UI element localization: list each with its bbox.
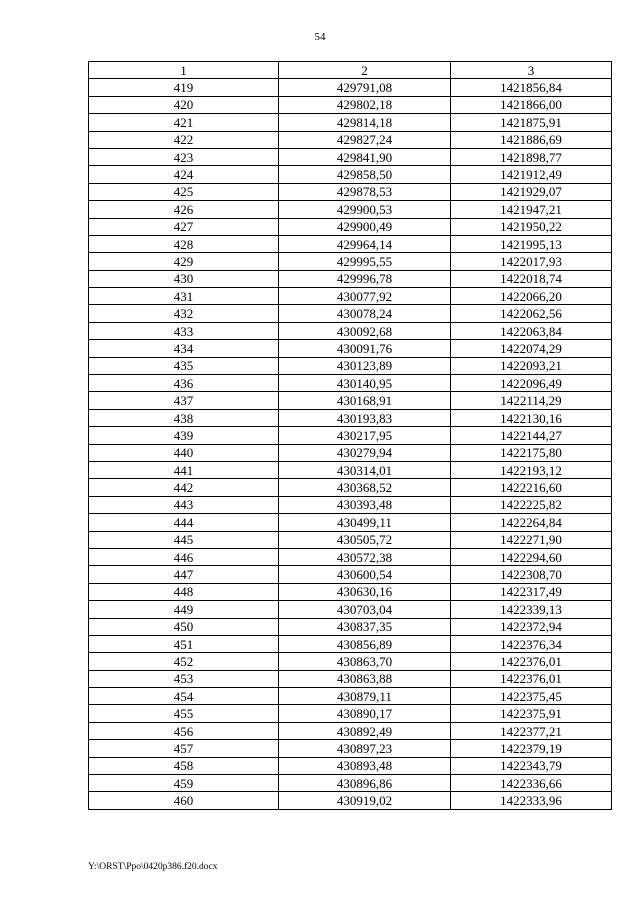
x-coordinate-cell: 430890,17 — [279, 705, 451, 722]
x-coordinate-cell: 430217,95 — [279, 427, 451, 444]
y-coordinate-cell: 1422130,16 — [451, 409, 612, 426]
y-coordinate-cell: 1422264,84 — [451, 514, 612, 531]
table-row — [89, 792, 612, 809]
table-row — [89, 79, 612, 96]
point-number-cell: 433 — [89, 322, 279, 339]
x-coordinate-cell: 430393,48 — [279, 496, 451, 513]
point-number-cell: 426 — [89, 201, 279, 218]
table-row — [89, 583, 612, 600]
column-header: 3 — [451, 62, 612, 79]
point-number-cell: 435 — [89, 357, 279, 374]
x-coordinate-cell: 430630,16 — [279, 583, 451, 600]
table-row — [89, 409, 612, 426]
point-number-cell: 438 — [89, 409, 279, 426]
point-number-cell: 448 — [89, 583, 279, 600]
table-row — [89, 548, 612, 565]
point-number-cell: 459 — [89, 775, 279, 792]
y-coordinate-cell: 1422375,91 — [451, 705, 612, 722]
x-coordinate-cell: 429995,55 — [279, 253, 451, 270]
table-row — [89, 322, 612, 339]
table-row — [89, 740, 612, 757]
y-coordinate-cell: 1422376,01 — [451, 670, 612, 687]
table-body — [89, 79, 612, 809]
y-coordinate-cell: 1422175,80 — [451, 444, 612, 461]
table-row — [89, 461, 612, 478]
y-coordinate-cell: 1422193,12 — [451, 461, 612, 478]
x-coordinate-cell: 429900,49 — [279, 218, 451, 235]
table-row — [89, 166, 612, 183]
x-coordinate-cell: 429900,53 — [279, 201, 451, 218]
table-header — [89, 62, 612, 79]
point-number-cell: 450 — [89, 618, 279, 635]
point-number-cell: 442 — [89, 479, 279, 496]
column-header: 1 — [89, 62, 279, 79]
y-coordinate-cell: 1422372,94 — [451, 618, 612, 635]
x-coordinate-cell: 430091,76 — [279, 340, 451, 357]
table-row — [89, 705, 612, 722]
point-number-cell: 425 — [89, 183, 279, 200]
x-coordinate-cell: 430140,95 — [279, 375, 451, 392]
table-row — [89, 305, 612, 322]
table-row — [89, 757, 612, 774]
point-number-cell: 457 — [89, 740, 279, 757]
header-row — [89, 62, 612, 79]
y-coordinate-cell: 1422343,79 — [451, 757, 612, 774]
coordinates-table — [88, 61, 612, 810]
y-coordinate-cell: 1422336,66 — [451, 775, 612, 792]
x-coordinate-cell: 430279,94 — [279, 444, 451, 461]
point-number-cell: 455 — [89, 705, 279, 722]
point-number-cell: 443 — [89, 496, 279, 513]
x-coordinate-cell: 430863,88 — [279, 670, 451, 687]
table-row — [89, 653, 612, 670]
table-row — [89, 96, 612, 113]
x-coordinate-cell: 430193,83 — [279, 409, 451, 426]
point-number-cell: 432 — [89, 305, 279, 322]
point-number-cell: 430 — [89, 270, 279, 287]
point-number-cell: 428 — [89, 235, 279, 252]
y-coordinate-cell: 1421898,77 — [451, 148, 612, 165]
point-number-cell: 458 — [89, 757, 279, 774]
y-coordinate-cell: 1421912,49 — [451, 166, 612, 183]
table-row — [89, 479, 612, 496]
point-number-cell: 445 — [89, 531, 279, 548]
table-row — [89, 235, 612, 252]
table-row — [89, 114, 612, 131]
y-coordinate-cell: 1421856,84 — [451, 79, 612, 96]
table-row — [89, 148, 612, 165]
y-coordinate-cell: 1422375,45 — [451, 688, 612, 705]
table-row — [89, 531, 612, 548]
x-coordinate-cell: 430863,70 — [279, 653, 451, 670]
table-row — [89, 201, 612, 218]
table-row — [89, 131, 612, 148]
point-number-cell: 424 — [89, 166, 279, 183]
table-row — [89, 514, 612, 531]
table-row — [89, 601, 612, 618]
point-number-cell: 431 — [89, 288, 279, 305]
x-coordinate-cell: 430892,49 — [279, 722, 451, 739]
y-coordinate-cell: 1422017,93 — [451, 253, 612, 270]
x-coordinate-cell: 430168,91 — [279, 392, 451, 409]
y-coordinate-cell: 1422317,49 — [451, 583, 612, 600]
table-row — [89, 775, 612, 792]
x-coordinate-cell: 429802,18 — [279, 96, 451, 113]
table-row — [89, 375, 612, 392]
table-row — [89, 635, 612, 652]
point-number-cell: 444 — [89, 514, 279, 531]
table-row — [89, 183, 612, 200]
y-coordinate-cell: 1421947,21 — [451, 201, 612, 218]
y-coordinate-cell: 1422294,60 — [451, 548, 612, 565]
y-coordinate-cell: 1422093,21 — [451, 357, 612, 374]
x-coordinate-cell: 430505,72 — [279, 531, 451, 548]
table-row — [89, 253, 612, 270]
point-number-cell: 437 — [89, 392, 279, 409]
y-coordinate-cell: 1422096,49 — [451, 375, 612, 392]
y-coordinate-cell: 1421866,00 — [451, 96, 612, 113]
point-number-cell: 453 — [89, 670, 279, 687]
y-coordinate-cell: 1422376,34 — [451, 635, 612, 652]
x-coordinate-cell: 430600,54 — [279, 566, 451, 583]
y-coordinate-cell: 1421929,07 — [451, 183, 612, 200]
y-coordinate-cell: 1422018,74 — [451, 270, 612, 287]
point-number-cell: 436 — [89, 375, 279, 392]
point-number-cell: 422 — [89, 131, 279, 148]
x-coordinate-cell: 430123,89 — [279, 357, 451, 374]
point-number-cell: 454 — [89, 688, 279, 705]
point-number-cell: 429 — [89, 253, 279, 270]
point-number-cell: 460 — [89, 792, 279, 809]
x-coordinate-cell: 429841,90 — [279, 148, 451, 165]
x-coordinate-cell: 429878,53 — [279, 183, 451, 200]
y-coordinate-cell: 1422114,29 — [451, 392, 612, 409]
x-coordinate-cell: 429996,78 — [279, 270, 451, 287]
point-number-cell: 434 — [89, 340, 279, 357]
point-number-cell: 421 — [89, 114, 279, 131]
point-number-cell: 423 — [89, 148, 279, 165]
table-row — [89, 288, 612, 305]
y-coordinate-cell: 1421886,69 — [451, 131, 612, 148]
point-number-cell: 452 — [89, 653, 279, 670]
point-number-cell: 439 — [89, 427, 279, 444]
table-row — [89, 566, 612, 583]
y-coordinate-cell: 1422379,19 — [451, 740, 612, 757]
x-coordinate-cell: 430572,38 — [279, 548, 451, 565]
table-row — [89, 722, 612, 739]
y-coordinate-cell: 1422376,01 — [451, 653, 612, 670]
point-number-cell: 449 — [89, 601, 279, 618]
point-number-cell: 420 — [89, 96, 279, 113]
point-number-cell: 456 — [89, 722, 279, 739]
column-header: 2 — [279, 62, 451, 79]
table-row — [89, 618, 612, 635]
x-coordinate-cell: 429827,24 — [279, 131, 451, 148]
table-row — [89, 218, 612, 235]
point-number-cell: 440 — [89, 444, 279, 461]
y-coordinate-cell: 1422216,60 — [451, 479, 612, 496]
x-coordinate-cell: 430077,92 — [279, 288, 451, 305]
x-coordinate-cell: 430078,24 — [279, 305, 451, 322]
y-coordinate-cell: 1422225,82 — [451, 496, 612, 513]
y-coordinate-cell: 1422333,96 — [451, 792, 612, 809]
point-number-cell: 451 — [89, 635, 279, 652]
x-coordinate-cell: 430893,48 — [279, 757, 451, 774]
x-coordinate-cell: 430703,04 — [279, 601, 451, 618]
x-coordinate-cell: 430499,11 — [279, 514, 451, 531]
y-coordinate-cell: 1422074,29 — [451, 340, 612, 357]
y-coordinate-cell: 1422377,21 — [451, 722, 612, 739]
x-coordinate-cell: 430897,23 — [279, 740, 451, 757]
table-row — [89, 670, 612, 687]
table-row — [89, 427, 612, 444]
x-coordinate-cell: 430919,02 — [279, 792, 451, 809]
y-coordinate-cell: 1422271,90 — [451, 531, 612, 548]
table-row — [89, 270, 612, 287]
x-coordinate-cell: 430092,68 — [279, 322, 451, 339]
x-coordinate-cell: 429964,14 — [279, 235, 451, 252]
y-coordinate-cell: 1422144,27 — [451, 427, 612, 444]
table-row — [89, 496, 612, 513]
point-number-cell: 419 — [89, 79, 279, 96]
x-coordinate-cell: 430856,89 — [279, 635, 451, 652]
x-coordinate-cell: 430896,86 — [279, 775, 451, 792]
y-coordinate-cell: 1422066,20 — [451, 288, 612, 305]
table-row — [89, 392, 612, 409]
y-coordinate-cell: 1422308,70 — [451, 566, 612, 583]
table-row — [89, 444, 612, 461]
x-coordinate-cell: 429791,08 — [279, 79, 451, 96]
table-row — [89, 688, 612, 705]
page-number: 54 — [314, 31, 326, 43]
x-coordinate-cell: 430314,01 — [279, 461, 451, 478]
point-number-cell: 441 — [89, 461, 279, 478]
y-coordinate-cell: 1422339,13 — [451, 601, 612, 618]
y-coordinate-cell: 1421875,91 — [451, 114, 612, 131]
y-coordinate-cell: 1421995,13 — [451, 235, 612, 252]
x-coordinate-cell: 429814,18 — [279, 114, 451, 131]
point-number-cell: 447 — [89, 566, 279, 583]
x-coordinate-cell: 430879,11 — [279, 688, 451, 705]
point-number-cell: 446 — [89, 548, 279, 565]
point-number-cell: 427 — [89, 218, 279, 235]
y-coordinate-cell: 1421950,22 — [451, 218, 612, 235]
x-coordinate-cell: 429858,50 — [279, 166, 451, 183]
y-coordinate-cell: 1422062,56 — [451, 305, 612, 322]
x-coordinate-cell: 430368,52 — [279, 479, 451, 496]
table-row — [89, 340, 612, 357]
table-row — [89, 357, 612, 374]
y-coordinate-cell: 1422063,84 — [451, 322, 612, 339]
x-coordinate-cell: 430837,35 — [279, 618, 451, 635]
footer-file-path: Y:\ORST\Ppo\0420p386.f20.docx — [88, 862, 218, 872]
